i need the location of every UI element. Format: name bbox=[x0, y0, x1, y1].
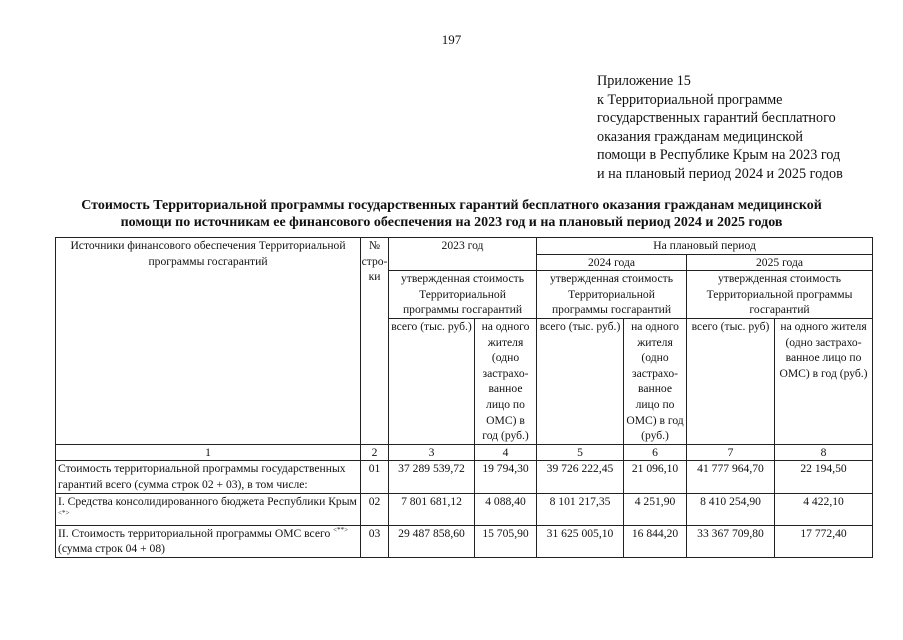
footnote-marker: <*> bbox=[58, 509, 70, 518]
table-row bbox=[56, 525, 873, 557]
header-source: Источники финансового обеспечения Территориальной программы госгарантий bbox=[56, 238, 361, 445]
column-number-row bbox=[56, 444, 873, 461]
title-line-2: помощи по источникам ее финансового обеспечения на 2023 год и на плановый период 2024 и 2025 годов bbox=[120, 215, 783, 230]
cell-2025-per-capita: 22 194,50 bbox=[775, 461, 873, 493]
header-total-2024: всего (тыс. руб.) bbox=[537, 318, 624, 444]
cell-2025-total: 33 367 709,80 bbox=[687, 525, 775, 557]
appendix-line: и на плановый период 2024 и 2025 годов bbox=[597, 165, 843, 182]
row-label bbox=[56, 461, 361, 493]
row-label bbox=[56, 525, 361, 557]
header-total-2023: всего (тыс. руб.) bbox=[389, 318, 475, 444]
row-number: 02 bbox=[361, 493, 389, 525]
header-per-capita-2024: на одного жителя (одно застрахо-ванное лицо по ОМС) в год (руб.) bbox=[624, 318, 687, 444]
cell-2023-total: 29 487 858,60 bbox=[389, 525, 475, 557]
row-label-text: I. Средства консолидированного бюджета Республики Крым bbox=[58, 494, 357, 508]
appendix-line: оказания гражданам медицинской bbox=[597, 128, 804, 145]
column-number: 1 bbox=[56, 444, 361, 461]
column-number: 2 bbox=[361, 444, 389, 461]
row-label bbox=[56, 493, 361, 525]
table-row bbox=[56, 493, 873, 525]
row-number: 01 bbox=[361, 461, 389, 493]
header-total-2025: всего (тыс. руб) bbox=[687, 318, 775, 444]
footnote-marker: <**> bbox=[333, 525, 349, 534]
cell-2023-per-capita: 15 705,90 bbox=[475, 525, 537, 557]
appendix-block bbox=[597, 72, 843, 183]
appendix-line: помощи в Республике Крым на 2023 год bbox=[597, 147, 841, 163]
column-number: 7 bbox=[687, 444, 775, 461]
financing-table bbox=[55, 237, 873, 558]
column-number: 4 bbox=[475, 444, 537, 461]
appendix-line: к Территориальной программе bbox=[597, 91, 783, 108]
cell-2025-total: 41 777 964,70 bbox=[687, 461, 775, 493]
header-year-2025: 2025 года bbox=[687, 254, 873, 271]
table-row bbox=[56, 461, 873, 493]
cell-2024-per-capita: 4 251,90 bbox=[624, 493, 687, 525]
cell-2024-total: 39 726 222,45 bbox=[537, 461, 624, 493]
row-label-text: II. Стоимость территориальной программы ОМС всего bbox=[58, 526, 334, 540]
header-row-1 bbox=[56, 238, 873, 255]
header-approved-cost-2024: утвержденная стоимость Территориальной программы госгарантий bbox=[537, 271, 687, 319]
cell-2023-per-capita: 4 088,40 bbox=[475, 493, 537, 525]
row-label-text: Стоимость территориальной программы государственных гарантий всего (сумма строк 02 + 03), в том числе: bbox=[58, 462, 346, 491]
appendix-line: государственных гарантий бесплатного bbox=[597, 110, 836, 126]
cell-2025-total: 8 410 254,90 bbox=[687, 493, 775, 525]
header-year-2024: 2024 года bbox=[537, 254, 687, 271]
header-row-number: № стро-ки bbox=[361, 238, 389, 445]
header-approved-cost-2023: утвержденная стоимость Территориальной программы госгарантий bbox=[389, 271, 537, 319]
document-title bbox=[0, 197, 903, 231]
cell-2025-per-capita: 17 772,40 bbox=[775, 525, 873, 557]
page-number: 197 bbox=[441, 32, 462, 47]
title-line-1: Стоимость Территориальной программы государственных гарантий бесплатного оказания гражданам медицинской bbox=[81, 198, 822, 213]
column-number: 8 bbox=[775, 444, 873, 461]
cell-2024-total: 8 101 217,35 bbox=[537, 493, 624, 525]
row-number: 03 bbox=[361, 525, 389, 557]
row-label-tail: (сумма строк 04 + 08) bbox=[58, 542, 165, 556]
cell-2024-per-capita: 16 844,20 bbox=[624, 525, 687, 557]
cell-2023-per-capita: 19 794,30 bbox=[475, 461, 537, 493]
column-number: 3 bbox=[389, 444, 475, 461]
header-approved-cost-2025: утвержденная стоимость Территориальной программы госгарантий bbox=[687, 271, 873, 319]
column-number: 6 bbox=[624, 444, 687, 461]
header-per-capita-2023: на одного жителя (одно застрахо-ванное лицо по ОМС) в год (руб.) bbox=[475, 318, 537, 444]
cell-2024-per-capita: 21 096,10 bbox=[624, 461, 687, 493]
column-number: 5 bbox=[537, 444, 624, 461]
cell-2023-total: 37 289 539,72 bbox=[389, 461, 475, 493]
header-per-capita-2025: на одного жителя (одно застрахо-ванное лицо по ОМС) в год (руб.) bbox=[775, 318, 873, 444]
header-planning-period: На плановый период bbox=[537, 238, 873, 255]
cell-2023-total: 7 801 681,12 bbox=[389, 493, 475, 525]
header-year-2023: 2023 год bbox=[389, 238, 537, 271]
cell-2024-total: 31 625 005,10 bbox=[537, 525, 624, 557]
cell-2025-per-capita: 4 422,10 bbox=[775, 493, 873, 525]
appendix-line: Приложение 15 bbox=[597, 73, 691, 89]
